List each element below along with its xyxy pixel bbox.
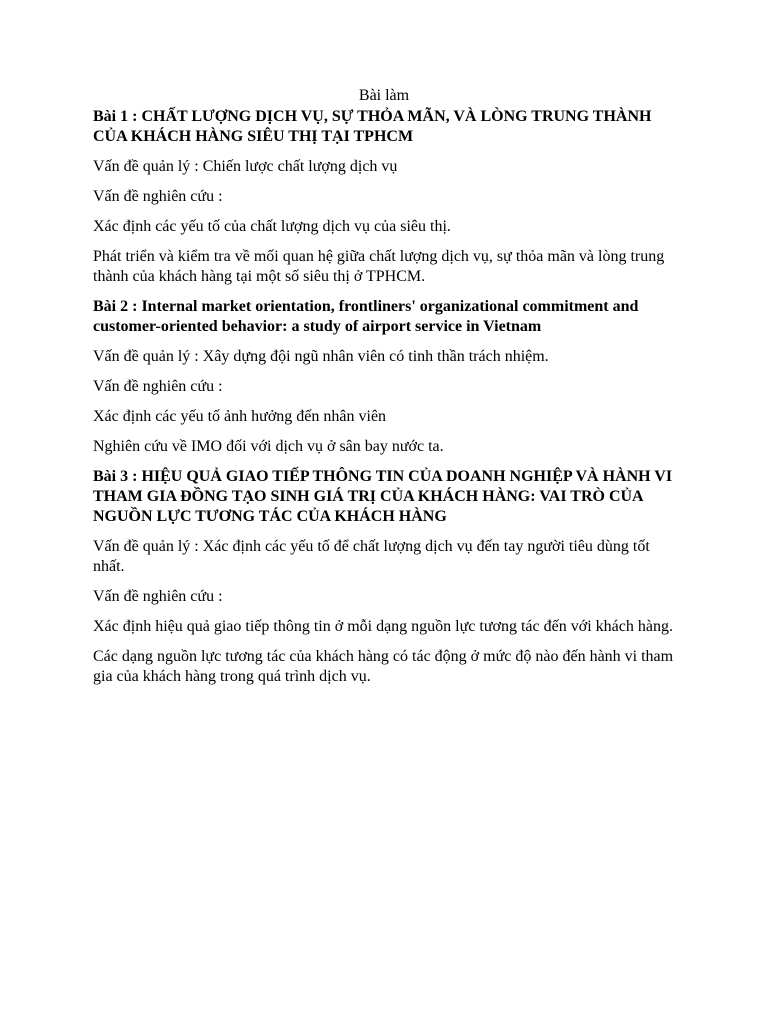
section-3-heading: Bài 3 : HIỆU QUẢ GIAO TIẾP THÔNG TIN CỦA DOANH NGHIỆP VÀ HÀNH VI THAM GIA ĐỒNG TẠO SINH GIÁ TRỊ CỦA KHÁCH HÀNG: VAI TRÒ CỦA NGUỒN LỰC TƯƠNG TÁC CỦA KHÁCH HÀNG [93,468,673,525]
document-title: Bài làm [358,87,410,104]
section-2-research-point-1: Xác định các yếu tố ảnh hưởng đến nhân viên [93,408,387,425]
section-1-management-issue: Vấn đề quản lý : Chiến lược chất lượng dịch vụ [93,158,398,175]
document-body [93,86,675,697]
section-2-heading: Bài 2 : Internal market orientation, frontliners' organizational commitment and customer-oriented behavior: a study of airport service in Vietnam [93,298,639,335]
section-1-research-issue-label: Vấn đề nghiên cứu : [93,188,223,205]
section-3-research-point-1: Xác định hiệu quả giao tiếp thông tin ở mỗi dạng nguồn lực tương tác đến với khách hàng. [93,618,673,635]
section-2-research-issue-label: Vấn đề nghiên cứu : [93,378,223,395]
section-3-research-issue-label: Vấn đề nghiên cứu : [93,588,223,605]
section-1-research-point-1: Xác định các yếu tố của chất lượng dịch vụ của siêu thị. [93,218,451,235]
section-3-management-issue: Vấn đề quản lý : Xác định các yếu tố để chất lượng dịch vụ đến tay người tiêu dùng tốt nhất. [93,538,650,575]
section-1-research-point-2: Phát triển và kiểm tra về mối quan hệ giữa chất lượng dịch vụ, sự thỏa mãn và lòng trung thành của khách hàng tại một số siêu thị ở TPHCM. [93,248,665,285]
section-2-research-point-2: Nghiên cứu về IMO đối với dịch vụ ở sân bay nước ta. [93,438,444,455]
section-2-management-issue: Vấn đề quản lý : Xây dựng đội ngũ nhân viên có tinh thần trách nhiệm. [93,348,549,365]
section-3-research-point-2: Các dạng nguồn lực tương tác của khách hàng có tác động ở mức độ nào đến hành vi tham gia của khách hàng trong quá trình dịch vụ. [93,648,674,685]
section-1-heading: Bài 1 : CHẤT LƯỢNG DỊCH VỤ, SỰ THỎA MÃN, VÀ LÒNG TRUNG THÀNH CỦA KHÁCH HÀNG SIÊU THỊ TẠI TPHCM [93,108,652,145]
